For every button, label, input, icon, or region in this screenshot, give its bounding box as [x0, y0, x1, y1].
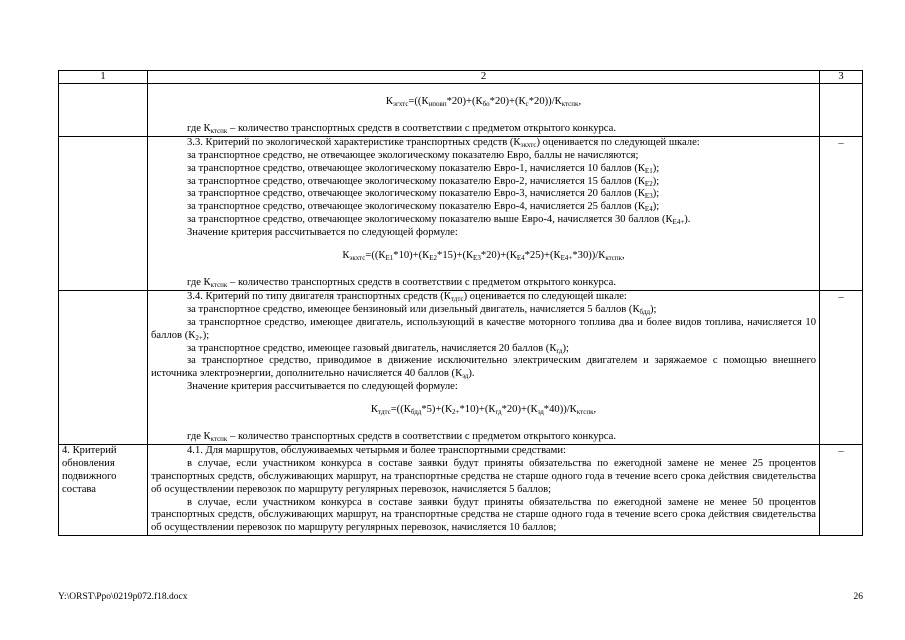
engine-line: за транспортное средство, имеющее двигатель, использующий в качестве моторного топлива два и более видов топлива, начисляется 10 баллов $(К_{2+})$; [151, 316, 816, 342]
header-col-3: 3 [820, 71, 863, 84]
eco-line: Значение критерия рассчитывается по следующей формуле: [187, 227, 458, 239]
row-label-empty [59, 84, 148, 137]
renewal-title: 4.1. Для маршрутов, обслуживаемых четырьмя и более транспортными средствами: [187, 444, 566, 456]
criteria-table [58, 70, 863, 536]
renewal-para: в случае, если участником конкурса в составе заявки будут приняты обязательства по ежегодной замене не менее 50 процентов транспортных средств, обслуживающих маршрут, на транспортные средства не старше одного года в течение всего срока действия свидетельства об осуществлении перевозок по маршруту регулярных перевозок, начисляется 10 баллов; [151, 496, 816, 534]
renewal-para: в случае, если участником конкурса в составе заявки будут приняты обязательства по ежегодной замене не менее 25 процентов транспортных средств, обслуживающих маршрут, на транспортные средства не старше одного года в течение всего срока действия свидетельства об осуществлении перевозок по маршруту регулярных перевозок, начисляется 5 баллов; [151, 457, 816, 495]
row-content [148, 136, 820, 290]
table-row [59, 444, 863, 535]
page-number: 26 [853, 592, 863, 602]
table-row [59, 290, 863, 444]
row-mark: – [820, 290, 863, 444]
formula-eco: $К_{экхтс}=((К_{Е1}*10)+(К_{Е2}*15)+(К_{Е3}*20)+(К_{Е4}*25)+(К_{Е4+}*30))/К_{ктспк}$, [342, 250, 625, 263]
formula-egh: $К_{эгхтс}=((К_{нповп}*20)+(К_{бо}*20)+(К_с*20))/К_{ктспк}$, [385, 96, 582, 108]
where-note: где $К_{ктспк}$ – количество транспортных средств в соответствии с предметом открытого конкурса. [187, 122, 616, 135]
row-label: 4. Критерий обновления подвижного состава [59, 444, 148, 535]
engine-line: за транспортное средство, приводимое в движение исключительно электрическим двигателем и заряжаемое с помощью внешнего источника электроэнергии, дополнительно начисляется 40 баллов $(К_{эд})$. [151, 355, 816, 381]
row-label-empty [59, 136, 148, 290]
eco-line: за транспортное средство, отвечающее экологическому показателю выше Евро-4, начисляется 30 баллов $(К_{Е4+})$. [187, 214, 691, 227]
header-col-2: 2 [148, 71, 820, 84]
formula-engine: $К_{тдтс}=((К_{бдд}*5)+(К_{2+}*10)+(К_{гд}*20)+(К_{эд}*40))/К_{ктспк}$, [370, 404, 597, 417]
eco-line: за транспортное средство, не отвечающее экологическому показателю Евро, баллы не начисляются; [187, 149, 639, 161]
eco-line: за транспортное средство, отвечающее экологическому показателю Евро-1, начисляется 10 баллов $(К_{Е1})$; [187, 162, 660, 175]
row-mark: – [820, 136, 863, 290]
where-note: где $К_{ктспк}$ – количество транспортных средств в соответствии с предметом открытого конкурса. [187, 431, 616, 444]
row-content [148, 290, 820, 444]
row-content [148, 84, 820, 137]
row-mark-empty [820, 84, 863, 137]
table-row [59, 84, 863, 137]
where-note: где $К_{ктспк}$ – количество транспортных средств в соответствии с предметом открытого конкурса. [187, 276, 616, 289]
engine-line: Значение критерия рассчитывается по следующей формуле: [187, 381, 458, 393]
row-content [148, 444, 820, 535]
header-col-1: 1 [59, 71, 148, 84]
engine-line: за транспортное средство, имеющее газовый двигатель, начисляется 20 баллов $(К_{гд})$; [187, 342, 569, 355]
eco-line: за транспортное средство, отвечающее экологическому показателю Евро-3, начисляется 20 баллов $(К_{Е3})$; [187, 188, 660, 201]
eco-title: 3.3. Критерий по экологической характеристике транспортных средств $(К_{экхтс})$ оценивается по следующей шкале: [187, 136, 700, 149]
eco-line: за транспортное средство, отвечающее экологическому показателю Евро-2, начисляется 15 баллов $(К_{Е2})$; [187, 175, 660, 188]
header-row [59, 71, 863, 84]
engine-title: 3.4. Критерий по типу двигателя транспортных средств $(К_{тдтс})$ оценивается по следующей шкале: [187, 290, 627, 303]
eco-line: за транспортное средство, отвечающее экологическому показателю Евро-4, начисляется 25 баллов $(К_{Е4})$; [187, 201, 660, 214]
engine-line: за транспортное средство, имеющее бензиновый или дизельный двигатель, начисляется 5 баллов $(К_{бдд})$; [187, 303, 657, 316]
row-mark: – [820, 444, 863, 535]
file-path: Y:\ORST\Ppo\0219p072.f18.docx [58, 592, 188, 602]
table-row [59, 136, 863, 290]
row-label-empty [59, 290, 148, 444]
